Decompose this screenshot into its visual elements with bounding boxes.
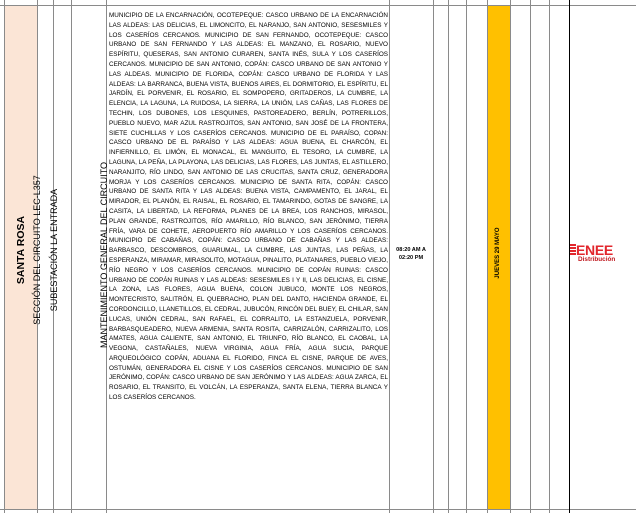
outage-date: JUEVES 29 MAYO [495, 227, 501, 279]
maintenance-type: MANTENIMIENTO GENERAL DEL CIRCUITO [99, 161, 109, 349]
row-top-border [0, 5, 636, 6]
col-border [530, 0, 531, 513]
zone-name: SANTA ROSA [15, 215, 27, 285]
enee-logo-wordmark: ENEE [576, 242, 613, 258]
col-border [510, 0, 511, 513]
col-border [71, 0, 72, 513]
enee-logo-subtitle: Distribución [578, 256, 616, 263]
col-border [487, 0, 488, 513]
time-end: 02:20 PM [398, 255, 424, 261]
row-bottom-border [0, 509, 636, 510]
col-border [466, 0, 467, 513]
col-border [4, 0, 5, 513]
affected-areas-text: MUNICIPIO DE LA ENCARNACIÓN, OCOTEPEQUE: CASCO URBANO DE LA ENCARNACIÓN LAS ALDEAS: LAS DELICIAS, EL LIMONCITO, EL NARANJO, SAN ANTONIO, SESESMILES Y LOS CASERÍOS CERCANOS. MUNICIPIO DE SAN FERNANDO, OCOTEPEQUE: CASCO URBANO DE SAN FERNANDO Y LAS ALDEAS: EL MANZANO, EL ROSARIO, NUEVO ESPÍRITU, QUESERAS, SAN ANTONIO CURAREN, SANTA INÉS, SULA Y LOS CASERÍOS CERCANOS. MUNICIPIO DE SAN ANTONIO, COPÁN: CASCO URBANO DE SAN ANTONIO Y LAS ALDEAS. MUNICIPIO DE FLORIDA, COPÁN: CASCO URBANO DE FLORIDA Y LAS ALDEAS: LA BARRANCA, BUENA VISTA, BUENOS AIRES, EL DORMITORIO, EL ESPÍRITU, EL JARDÍN, EL PORVENIR, EL ROSARIO, EL SOMPOPERO, GRITADEROS, LA CUMBRE, LA ELENCIA, LA LAGUNA, LA RUIDOSA, LA SIERRA, LA UNIÓN, LAS CAÑAS, LAS FLORES DE TECHIN, LOS DUBONES, LOS LESQUINES, PASTOREADERO, BERLÍN, POTRERILLOS, PUEBLO NUEVO, MAR AZUL RASTROJITOS, SAN ANTONIO, SAN JOSÉ DE LA FRONTERA, SIETE CUCHILLAS Y LOS CASERÍOS CERCANOS. MUNICIPIO DE EL PARAÍSO, COPAN: CASCO URBANO DE EL PARAÍSO Y LAS ALDEAS: AGUA BUENA, EL CHARCÓN, EL INFIERNILLO, EL LIMÓN, EL MONACAL, EL MANGUITO, EL TESORO, LA CUMBRE, LA LAGUNA, LA PEÑA, LA PLAYONA, LAS DELICIAS, LAS FLORES, LAS JUNTAS, EL ASTILLERO, NARANJITO, RÍO LINDO, SAN ANTONIO DE LAS CRUCITAS, SANTA CRUZ, GENERADORA MORJA Y LOS CASERÍOS CERCANOS. MUNICIPIO DE SANTA RITA, COPÁN: CASCO URBANO DE SANTA RITA Y LAS ALDEAS: BUENA VISTA, CAMPAMENTO, EL JARAL, EL MIRADOR, EL PLANÓN, EL RAISAL, EL ROSARIO, EL TAMARINDO, GOTAS DE SANGRE, LA CASITA, LA LIBERTAD, LA REFORMA, PLANES DE LA BREA, LOS RANCHOS, MIRASOL, PLAN GRANDE, RASTROJITOS, RÍO AMARILLO, RÍO BLANCO, SAN JERÓNIMO, TIERRA FRÍA, VARA DE COHETE, AEROPUERTO RÍO AMARILLO Y LOS CASERÍOS CERCANOS. MUNICIPIO DE CABAÑAS, COPÁN: CASCO URBANO DE CABAÑAS Y LAS ALDEAS: BARBASCO, DESCOMBROS, GUARUMAL, LA CUMBRE, LAS JUNTAS, LAS PEÑAS, LA ESPERANZA, MIRAMAR, MIRASOLITO, MOTAGUA, PINALITO, PLATANARES, PUEBLO VIEJO, RÍO NEGRO Y LOS CASERÍOS CERCANOS. MUNICIPIO DE COPÁN RUINAS: CASCO URBANO DE COPÁN RUINAS Y LAS ALDEAS: SESESMILES I Y II, LAS DELICIAS, EL CISNE, LA ZONA, LAS FLORES, AGUA BUENA, COLON JUBUCO, MONTE LOS NEGROS, MONTECRISTO, SALITRÓN, EL QUEBRACHO, PLAN DEL DANTO, HACIENDA GRANDE, EL CORDONCILLO, LLANETILLOS, EL CEDRAL, JUBUCÓN, RINCÓN DEL BUEY, EL CHILAR, SAN LUCAS, UNIÓN CEDRAL, SAN RAFAEL, EL CORRALITO, LA ESTANZUELA, PORVENIR, BARBASQUEADERO, NUEVA ARMENIA, SANTA ROSITA, CARRIZALÓN, CARRIZALITO, LOS AMATES, AGUA CALIENTE, SAN ANTONIO, EL TRIUNFO, RÍO BLANCO, EL CAOBAL, LA VEGONA, CASTAÑALES, NUEVA VIRGINIA, AGUA FRÍA, AGUA SUCIA, PARQUE ARQUEOLÓGICO COPÁN, ADUANA EL FLORIDO, FINCA EL CISNE, PARQUE DE AVES, OSTUMÁN, GENERADORA EL CISNE Y LOS CASERÍOS CERCANOS. MUNICIPIO DE SAN JERÓNIMO, COPÁN: CASCO URBANO DE SAN JERÓNIMO Y LAS ALDEAS: AGUA ZARCA, EL ROSARIO, EL TRANSITO, EL VOLCÁN, LA ESPERANZA, SANTA ELENA, TIERRA BLANCA Y LOS CASERÍOS CERCANOS. [109, 12, 388, 402]
time-window [390, 246, 432, 262]
substation-name: SUBESTACIÓN LA ENTRADA [49, 188, 59, 312]
col-border [433, 0, 434, 513]
circuit-section: SECCIÓN DEL CIRCUITO LEC-L357 [32, 175, 42, 325]
col-border [549, 0, 550, 513]
col-border [448, 0, 449, 513]
time-start: 08:20 AM A [396, 247, 426, 253]
enee-logo [570, 243, 634, 267]
